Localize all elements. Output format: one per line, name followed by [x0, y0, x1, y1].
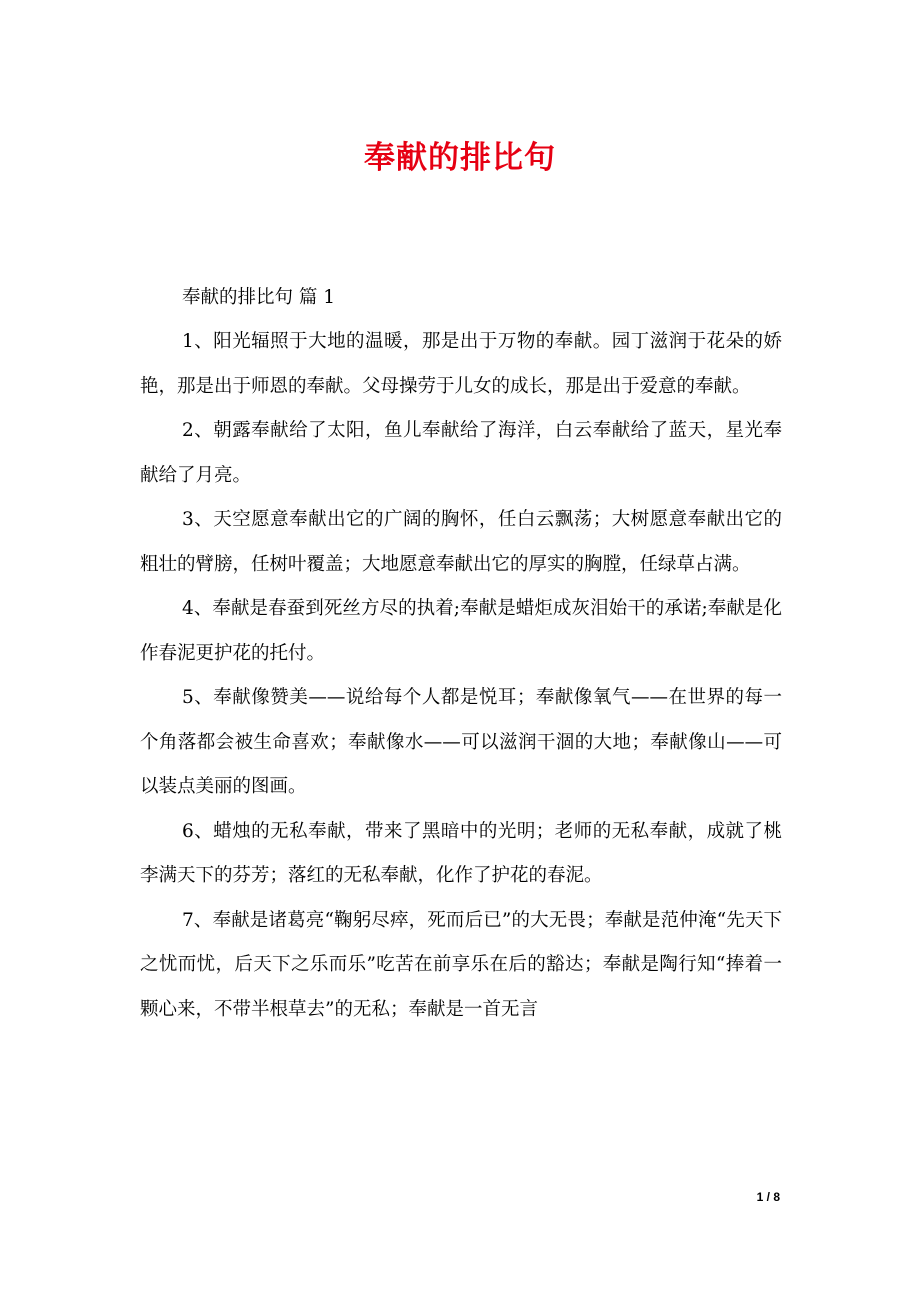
paragraph-7: 7、奉献是诸葛亮“鞠躬尽瘁，死而后已”的大无畏；奉献是范仲淹“先天下之忧而忧，后天下之乐而乐”吃苦在前享乐在后的豁达；奉献是陶行知“捧着一颗心来，不带半根草去”的无私；奉献是一首无言: [140, 909, 782, 1020]
section-heading: 奉献的排比句 篇 1: [182, 287, 336, 308]
paragraph-5: 5、奉献像赞美——说给每个人都是悦耳；奉献像氧气——在世界的每一个角落都会被生命喜欢；奉献像水——可以滋润干涸的大地；奉献像山——可以装点美丽的图画。: [140, 687, 782, 797]
document-title: 奉献的排比句: [364, 140, 556, 176]
paragraph-4: 4、奉献是春蚕到死丝方尽的执着;奉献是蜡炬成灰泪始干的承诺;奉献是化作春泥更护花的托付。: [140, 598, 782, 664]
paragraph-6: 6、蜡烛的无私奉献，带来了黑暗中的光明；老师的无私奉献，成就了桃李满天下的芬芳；落红的无私奉献，化作了护花的春泥。: [140, 820, 782, 886]
page-number: 1 / 8: [756, 1190, 780, 1204]
paragraph-1: 1、阳光辐照于大地的温暖，那是出于万物的奉献。园丁滋润于花朵的娇艳，那是出于师恩的奉献。父母操劳于儿女的成长，那是出于爱意的奉献。: [140, 331, 782, 397]
paragraph-3: 3、天空愿意奉献出它的广阔的胸怀，任白云飘荡；大树愿意奉献出它的粗壮的臂膀，任树叶覆盖；大地愿意奉献出它的厚实的胸膛，任绿草占满。: [140, 509, 782, 575]
paragraph-2: 2、朝露奉献给了太阳，鱼儿奉献给了海洋，白云奉献给了蓝天，星光奉献给了月亮。: [140, 420, 782, 486]
document-body: [140, 276, 782, 1032]
